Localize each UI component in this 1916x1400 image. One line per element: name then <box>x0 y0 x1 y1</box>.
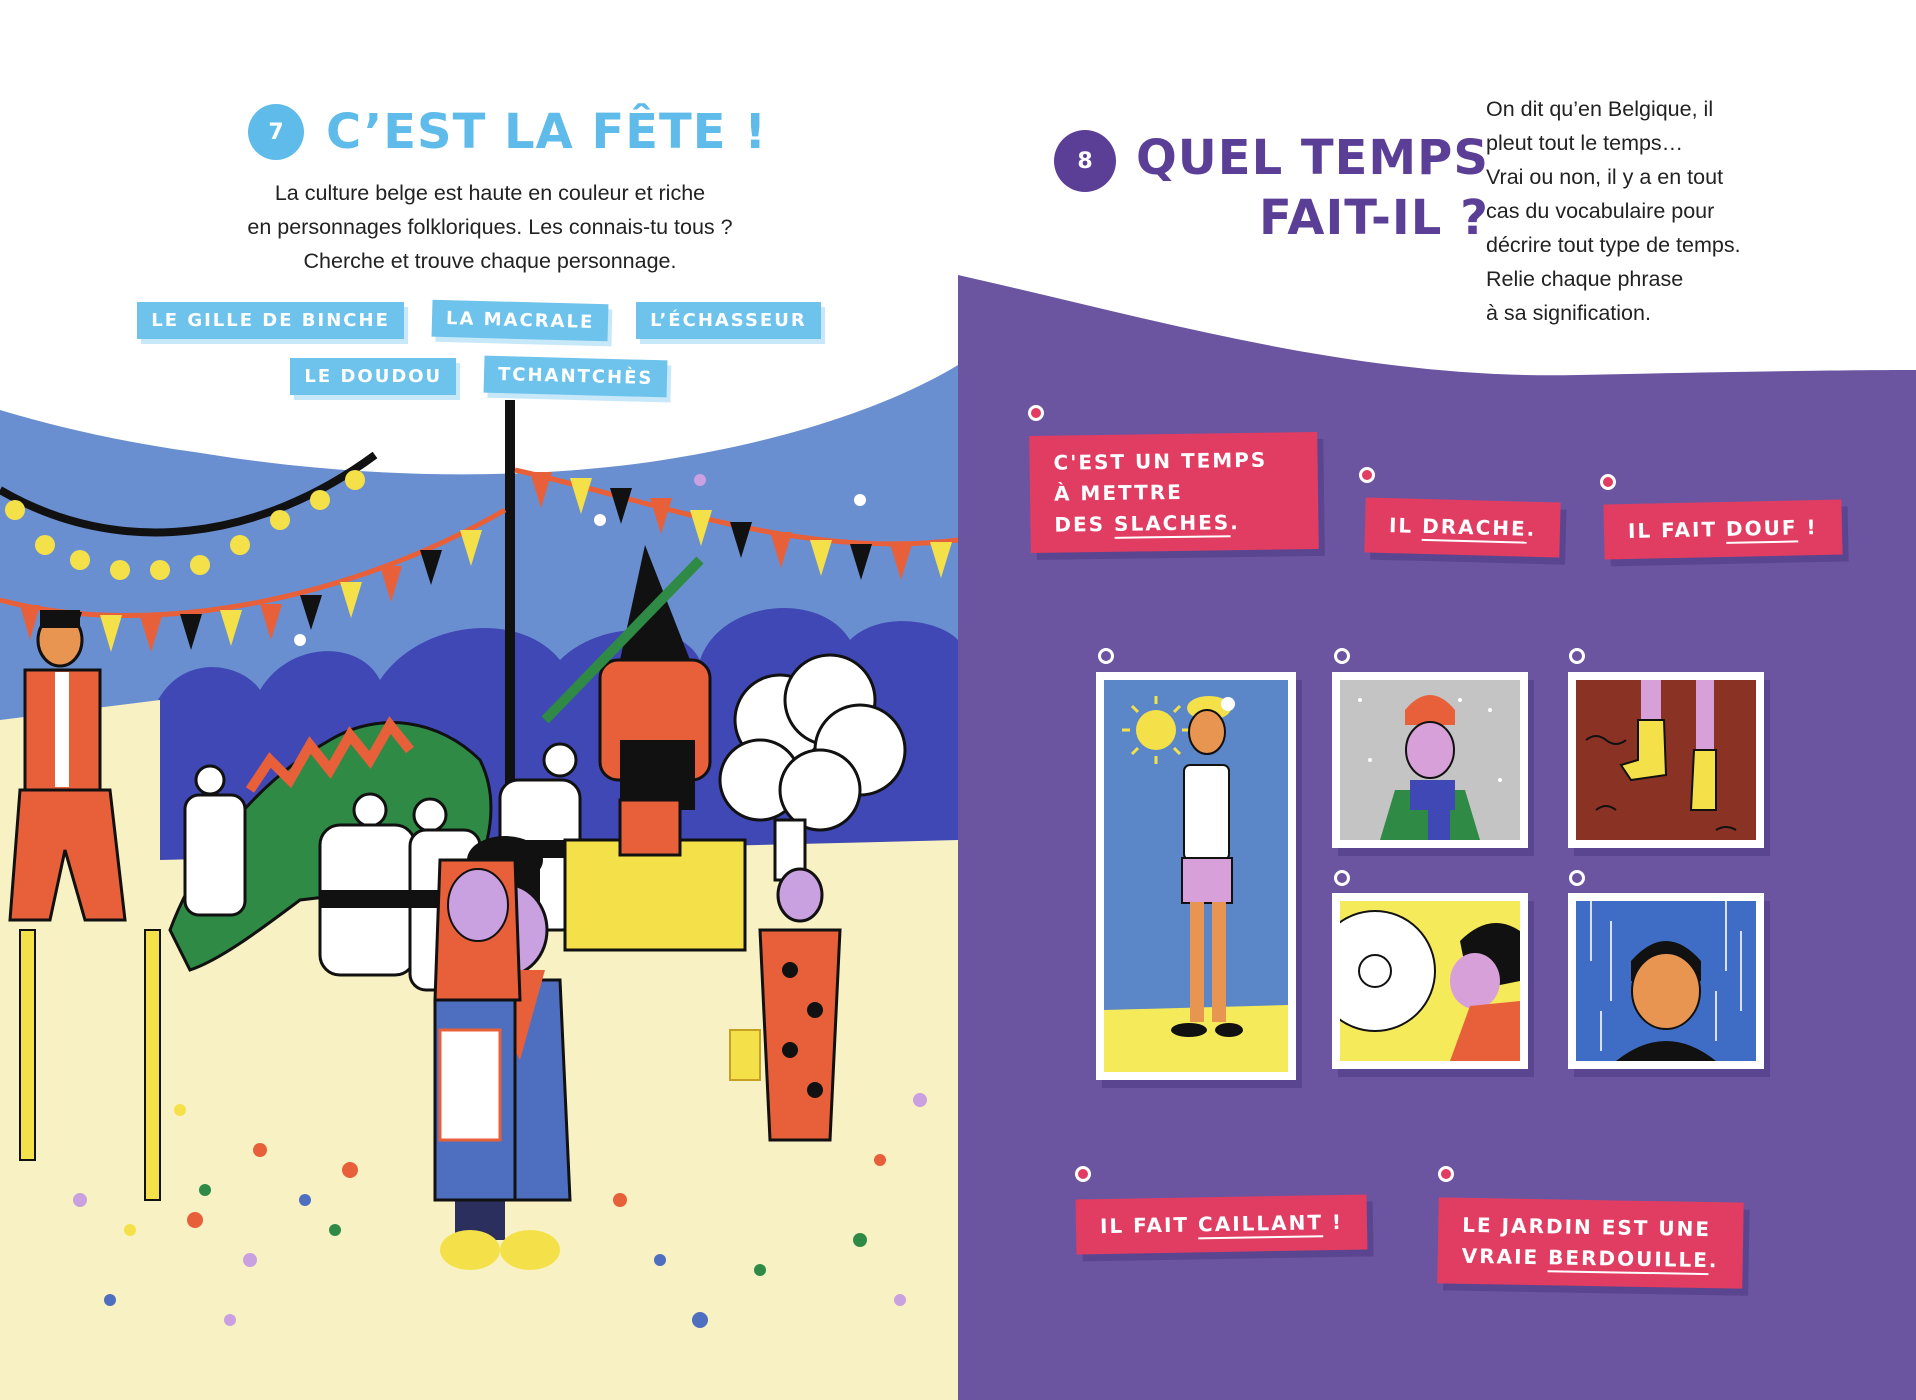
highlighted-word: SLACHES <box>1114 510 1230 539</box>
highlighted-word: BERDOUILLE <box>1548 1245 1709 1275</box>
picture-rain-man <box>1568 893 1764 1069</box>
highlighted-word: CAILLANT <box>1198 1210 1323 1239</box>
connect-dot[interactable] <box>1098 648 1114 664</box>
activity-number-badge: 8 <box>1054 130 1116 192</box>
connect-dot[interactable] <box>1334 870 1350 886</box>
character-tags-row-2 <box>0 358 958 395</box>
activity-8-heading <box>1054 128 1489 248</box>
phrase-card-drache: IL DRACHE. <box>1364 497 1561 557</box>
connect-dot[interactable] <box>1359 467 1375 483</box>
tag-la-macrale: LA MACRALE <box>431 300 608 342</box>
phrase-card-slaches: C'EST UN TEMPS À METTRE DES SLACHES. <box>1029 432 1319 553</box>
fan-icon <box>1340 901 1520 1061</box>
snow-icon <box>1340 680 1520 840</box>
connect-dot[interactable] <box>1438 1166 1454 1182</box>
highlighted-word: DRACHE <box>1422 514 1527 544</box>
picture-fan-heat <box>1332 893 1528 1069</box>
highlighted-word: DOUF <box>1726 515 1798 543</box>
picture-sunny-man <box>1096 672 1296 1080</box>
connect-dot[interactable] <box>1569 870 1585 886</box>
connect-dot[interactable] <box>1028 405 1044 421</box>
connect-dot[interactable] <box>1075 1166 1091 1182</box>
phrase-card-caillant: IL FAIT CAILLANT ! <box>1076 1194 1368 1254</box>
intro-text: La culture belge est haute en couleur et riche en personnages folkloriques. Les connais-tu tous ? Cherche et trouve chaque personnage. <box>247 181 733 273</box>
tag-tchantches: TCHANTCHÈS <box>484 356 668 398</box>
right-page <box>958 0 1916 1400</box>
picture-cold-scarf <box>1332 672 1528 848</box>
activity-number-badge: 7 <box>248 104 304 160</box>
picture-muddy-boots <box>1568 672 1764 848</box>
tag-le-doudou: LE DOUDOU <box>290 358 456 395</box>
connect-dot[interactable] <box>1600 474 1616 490</box>
tag-echasseur: L’ÉCHASSEUR <box>636 302 821 339</box>
mud-icon <box>1576 680 1756 840</box>
character-tags-row-1 <box>0 302 958 339</box>
tag-gille-de-binche: LE GILLE DE BINCHE <box>137 302 404 339</box>
sun-icon <box>1104 680 1288 1072</box>
activity-7-heading <box>248 104 767 160</box>
phrase-card-berdouille: LE JARDIN EST UNE VRAIE BERDOUILLE. <box>1437 1197 1743 1288</box>
connect-dot[interactable] <box>1569 648 1585 664</box>
connect-dot[interactable] <box>1334 648 1350 664</box>
page-title: QUEL TEMPS FAIT-IL ? <box>1136 130 1489 246</box>
phrase-card-douf: IL FAIT DOUF ! <box>1603 500 1842 560</box>
intro-text: On dit qu’en Belgique, il pleut tout le temps… Vrai ou non, il y a en tout cas du vocabulaire pour décrire tout type de temps. Relie chaque phrase à sa signification. <box>1486 97 1741 325</box>
page-title: C’EST LA FÊTE ! <box>326 104 768 160</box>
rain-icon <box>1576 901 1756 1061</box>
